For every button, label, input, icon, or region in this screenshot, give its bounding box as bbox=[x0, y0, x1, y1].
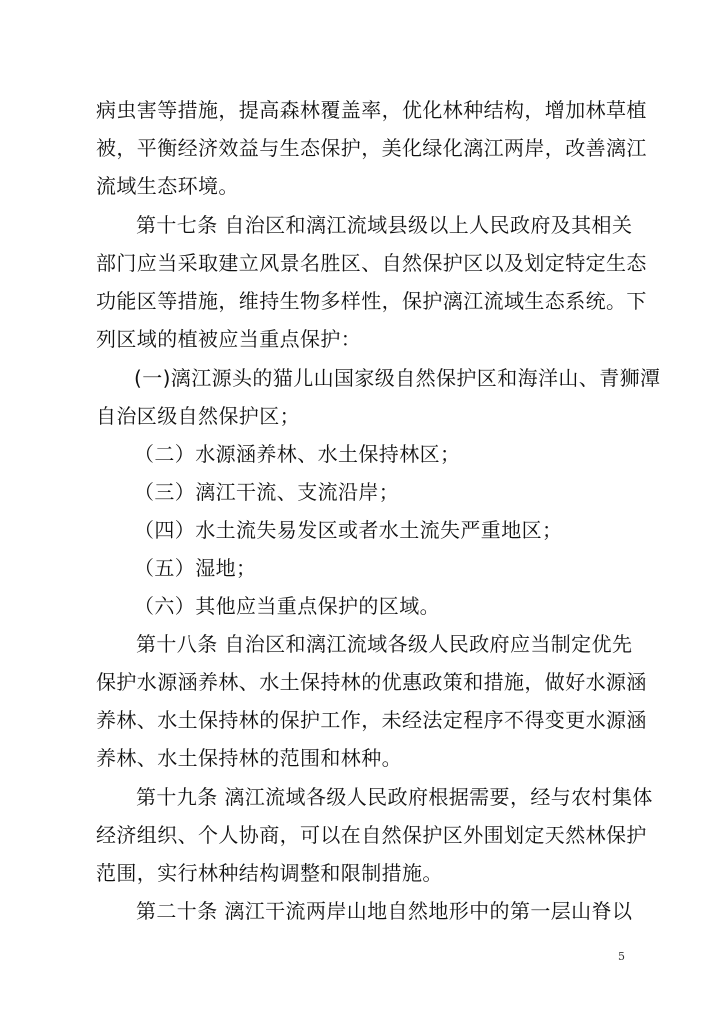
article-18-first-line: 第十八条 自治区和漓江流域各级人民政府应当制定优先 bbox=[136, 632, 633, 656]
article-17-first-line: 第十七条 自治区和漓江流域县级以上人民政府及其相关 bbox=[136, 213, 633, 237]
text-line: 经济组织、个人协商，可以在自然保护区外围划定天然林保护 bbox=[96, 823, 647, 847]
page-number: 5 bbox=[618, 950, 625, 963]
text-line: 养林、水土保持林的范围和林种。 bbox=[96, 746, 402, 770]
text-line: 保护水源涵养林、水土保持林的优惠政策和措施，做好水源涵 bbox=[96, 670, 647, 694]
text-line: 病虫害等措施，提高森林覆盖率，优化林种结构，增加林草植 bbox=[96, 98, 647, 122]
text-line: 功能区等措施，维持生物多样性，保护漓江流域生态系统。下 bbox=[96, 289, 647, 313]
text-line: 列区域的植被应当重点保护： bbox=[96, 327, 362, 351]
list-item-4: （四）水土流失易发区或者水土流失严重地区； bbox=[134, 518, 563, 542]
text-line: 被，平衡经济效益与生态保护，美化绿化漓江两岸，改善漓江 bbox=[96, 136, 647, 160]
article-19-first-line: 第十九条 漓江流域各级人民政府根据需要，经与农村集体 bbox=[136, 785, 653, 809]
list-item-3: （三）漓江干流、支流沿岸； bbox=[134, 480, 400, 504]
list-item-2: （二）水源涵养林、水土保持林区； bbox=[134, 442, 461, 466]
article-20-first-line: 第二十条 漓江干流两岸山地自然地形中的第一层山脊以 bbox=[136, 899, 633, 923]
text-line: 部门应当采取建立风景名胜区、自然保护区以及划定特定生态 bbox=[96, 251, 647, 275]
text-line: 自治区级自然保护区； bbox=[96, 404, 300, 428]
list-item-6: （六）其他应当重点保护的区域。 bbox=[134, 594, 440, 618]
text-line: 养林、水土保持林的保护工作，未经法定程序不得变更水源涵 bbox=[96, 708, 647, 732]
text-line: 流域生态环境。 bbox=[96, 174, 239, 198]
list-item-5: （五）湿地； bbox=[134, 556, 257, 580]
list-item-1: (一)漓江源头的猫儿山国家级自然保护区和海洋山、青狮潭 bbox=[134, 366, 661, 390]
text-line: 范围，实行林种结构调整和限制措施。 bbox=[96, 861, 443, 885]
